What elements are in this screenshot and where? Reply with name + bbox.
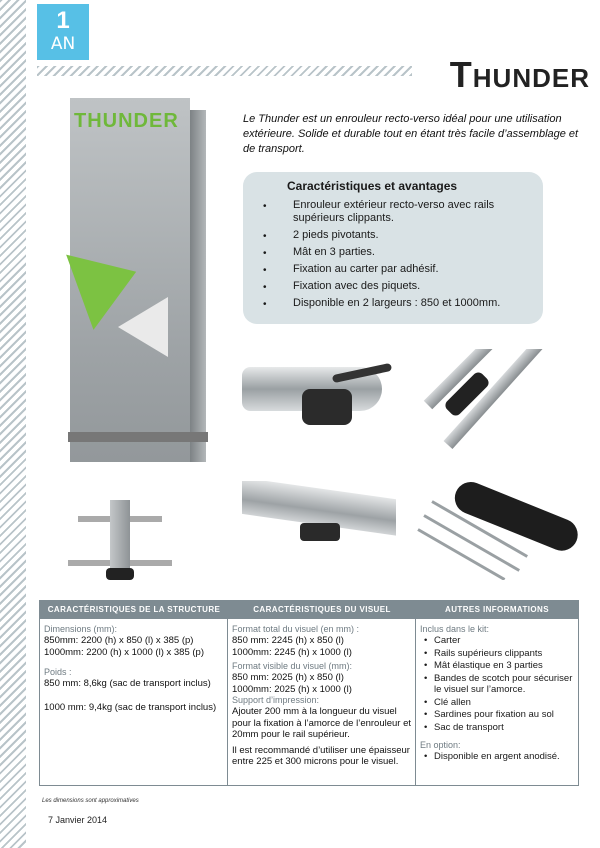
page-footer: 7 Janvier 2014 — [48, 815, 108, 825]
page-badge — [37, 4, 89, 60]
total-format-850: 850 mm: 2245 (h) x 850 (l) — [232, 635, 344, 646]
visible-format-850: 850 mm: 2025 (h) x 850 (l) — [232, 672, 344, 683]
feature-item: • 2 pieds pivotants. — [263, 229, 529, 242]
base-end-cap — [302, 389, 352, 425]
banner-back-panel — [190, 110, 206, 462]
header-autres: AUTRES INFORMATIONS — [445, 605, 549, 614]
banner-stand-photo — [48, 92, 220, 462]
banner-leaf-graphic-white — [118, 297, 168, 357]
header-structure: CARACTÉRISTIQUES DE LA STRUCTURE — [47, 605, 221, 614]
kit-item: • Clé allen — [420, 697, 575, 709]
kit-item: • Sac de transport — [420, 722, 575, 734]
option-list — [420, 751, 575, 763]
features-list — [263, 199, 529, 310]
badge-label: AN — [50, 34, 76, 54]
banner-logo-text: THUNDER — [74, 110, 179, 132]
kit-item: • Rails supérieurs clippants — [420, 648, 575, 660]
feature-item: • Disponible en 2 largeurs : 850 et 1000mm. — [263, 297, 529, 310]
header-decorative-stripe — [37, 66, 412, 76]
visuel-column — [228, 619, 416, 785]
specs-table-body — [40, 619, 578, 785]
epaisseur-text: Il est recommandé d’utiliser une épaisseur entre 225 et 300 microns pour le visuel. — [232, 744, 410, 767]
poids-label: Poids : — [44, 667, 72, 677]
kit-item: • Bandes de scotch pour sécuriser le visuel sur l’amorce. — [420, 673, 575, 696]
dimensions-850: 850mm: 2200 (h) x 850 (l) x 385 (p) — [44, 635, 194, 646]
specs-table-header — [40, 601, 578, 619]
support-label: Support d’impression: — [232, 695, 320, 705]
option-label: En option: — [420, 740, 461, 750]
page-title-rest: HUNDER — [472, 63, 590, 93]
kit-item: • Sardines pour fixation au sol — [420, 709, 575, 721]
dimensions-label: Dimensions (mm): — [44, 624, 118, 634]
autres-column — [416, 619, 578, 785]
kit-list — [420, 635, 575, 733]
feature-item: • Enrouleur extérieur recto-verso avec rails supérieurs clippants. — [263, 199, 529, 225]
header-visuel: CARACTÉRISTIQUES DU VISUEL — [253, 605, 391, 614]
poids-850: 850 mm: 8,6kg (sac de transport inclus) — [44, 678, 211, 689]
kit-item: • Carter — [420, 635, 575, 647]
page-title — [420, 54, 590, 96]
top-rail-photo — [242, 481, 396, 567]
visible-format-label: Format visible du visuel (mm): — [232, 661, 353, 671]
badge-number: 1 — [56, 7, 70, 34]
intro-text: Le Thunder est un enrouleur recto-verso idéal pour une utilisation extérieure. Solide et durable tout en étant très facile d’assemblage et de transport. — [243, 113, 579, 155]
total-format-label: Format total du visuel (en mm) : — [232, 624, 360, 634]
base-detail-photo — [242, 349, 404, 443]
rail-clip — [300, 523, 340, 541]
stand-spine — [110, 500, 130, 578]
bag-and-pegs-photo — [412, 470, 582, 580]
specs-table — [39, 600, 579, 786]
feature-item: • Fixation avec des piquets. — [263, 280, 529, 293]
option-item: • Disponible en argent anodisé. — [420, 751, 575, 763]
feature-item: • Mât en 3 parties. — [263, 246, 529, 259]
footnote: Les dimensions sont approximatives — [42, 798, 139, 804]
dimensions-1000: 1000mm: 2200 (h) x 1000 (l) x 385 (p) — [44, 646, 204, 658]
stand-foot — [106, 568, 134, 580]
poids-1000: 1000 mm: 9,4kg (sac de transport inclus) — [44, 701, 217, 713]
kit-label: Inclus dans le kit: — [420, 624, 490, 634]
total-format-1000: 1000mm: 2245 (h) x 1000 (l) — [232, 646, 352, 658]
structure-column — [40, 619, 228, 785]
feature-item: • Fixation au carter par adhésif. — [263, 263, 529, 276]
base-top-view-photo — [58, 488, 182, 586]
banner-base — [68, 432, 208, 442]
left-decorative-stripe — [0, 0, 26, 848]
features-title: Caractéristiques et avantages — [287, 179, 458, 193]
features-box — [243, 172, 543, 324]
page-title-initial: T — [449, 54, 473, 95]
kit-item: • Mât élastique en 3 parties — [420, 660, 575, 672]
visible-format-1000: 1000mm: 2025 (h) x 1000 (l) — [232, 683, 352, 695]
poles-photo — [418, 349, 578, 459]
support-text: Ajouter 200 mm à la longueur du visuel pour la fixation à l’amorce de l’enrouleur et 20mm pour le rail supérieur. — [232, 706, 412, 740]
